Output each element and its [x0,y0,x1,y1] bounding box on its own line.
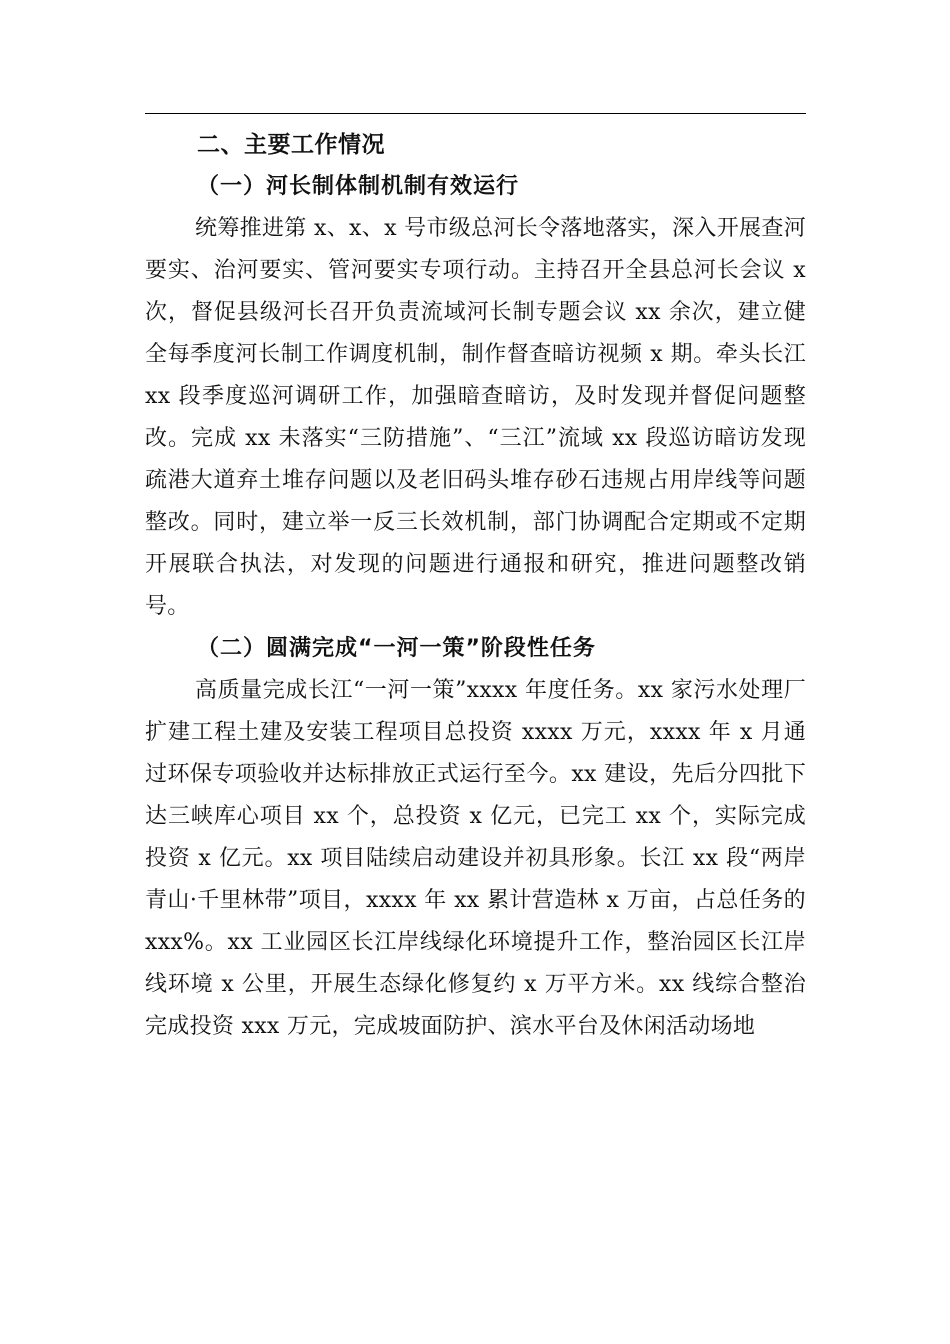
subsection-heading-1: （一）河长制体制机制有效运行 [197,174,520,199]
subsection-heading-2: （二）圆满完成“一河一策”阶段性任务 [197,636,596,661]
document-body [145,122,806,1048]
section-heading: 二、主要工作情况 [197,132,385,158]
subsection-paragraph-2: 高质量完成长江“一河一策”xxxx 年度任务。xx 家污水处理厂扩建工程土建及安装工程项目总投资 xxxx 万元，xxxx 年 x 月通过环保专项验收并达标排放正式运行至今。xx 建设，先后分四批下达三峡库心项目 xx 个，总投资 x 亿元，已完工 xx 个，实际完成投资 x 亿元。xx 项目陆续启动建设并初具形象。长江 xx 段“两岸青山·千里林带”项目，xxxx 年 xx 累计营造林 x 万亩，占总任务的 xxx%。xx 工业园区长江岸线绿化环境提升工作，整治园区长江岸线环境 x 公里，开展生态绿化修复约 x 万平方米。xx 线综合整治完成投资 xxx 万元，完成坡面防护、滨水平台及休闲活动场地 [145,678,806,1039]
subsection-paragraph-1: 统筹推进第 x、x、x 号市级总河长令落地落实，深入开展查河要实、治河要实、管河要实专项行动。主持召开全县总河长会议 x 次，督促县级河长召开负责流域河长制专题会议 xx 余次，建立健全每季度河长制工作调度机制，制作督查暗访视频 x 期。牵头长江 xx 段季度巡河调研工作，加强暗查暗访，及时发现并督促问题整改。完成 xx 未落实“三防措施”、“三江”流域 xx 段巡访暗访发现疏港大道弃土堆存问题以及老旧码头堆存砂石违规占用岸线等问题整改。同时，建立举一反三长效机制，部门协调配合定期或不定期开展联合执法，对发现的问题进行通报和研究，推进问题整改销号。 [145,216,806,619]
header-rule [145,113,806,114]
